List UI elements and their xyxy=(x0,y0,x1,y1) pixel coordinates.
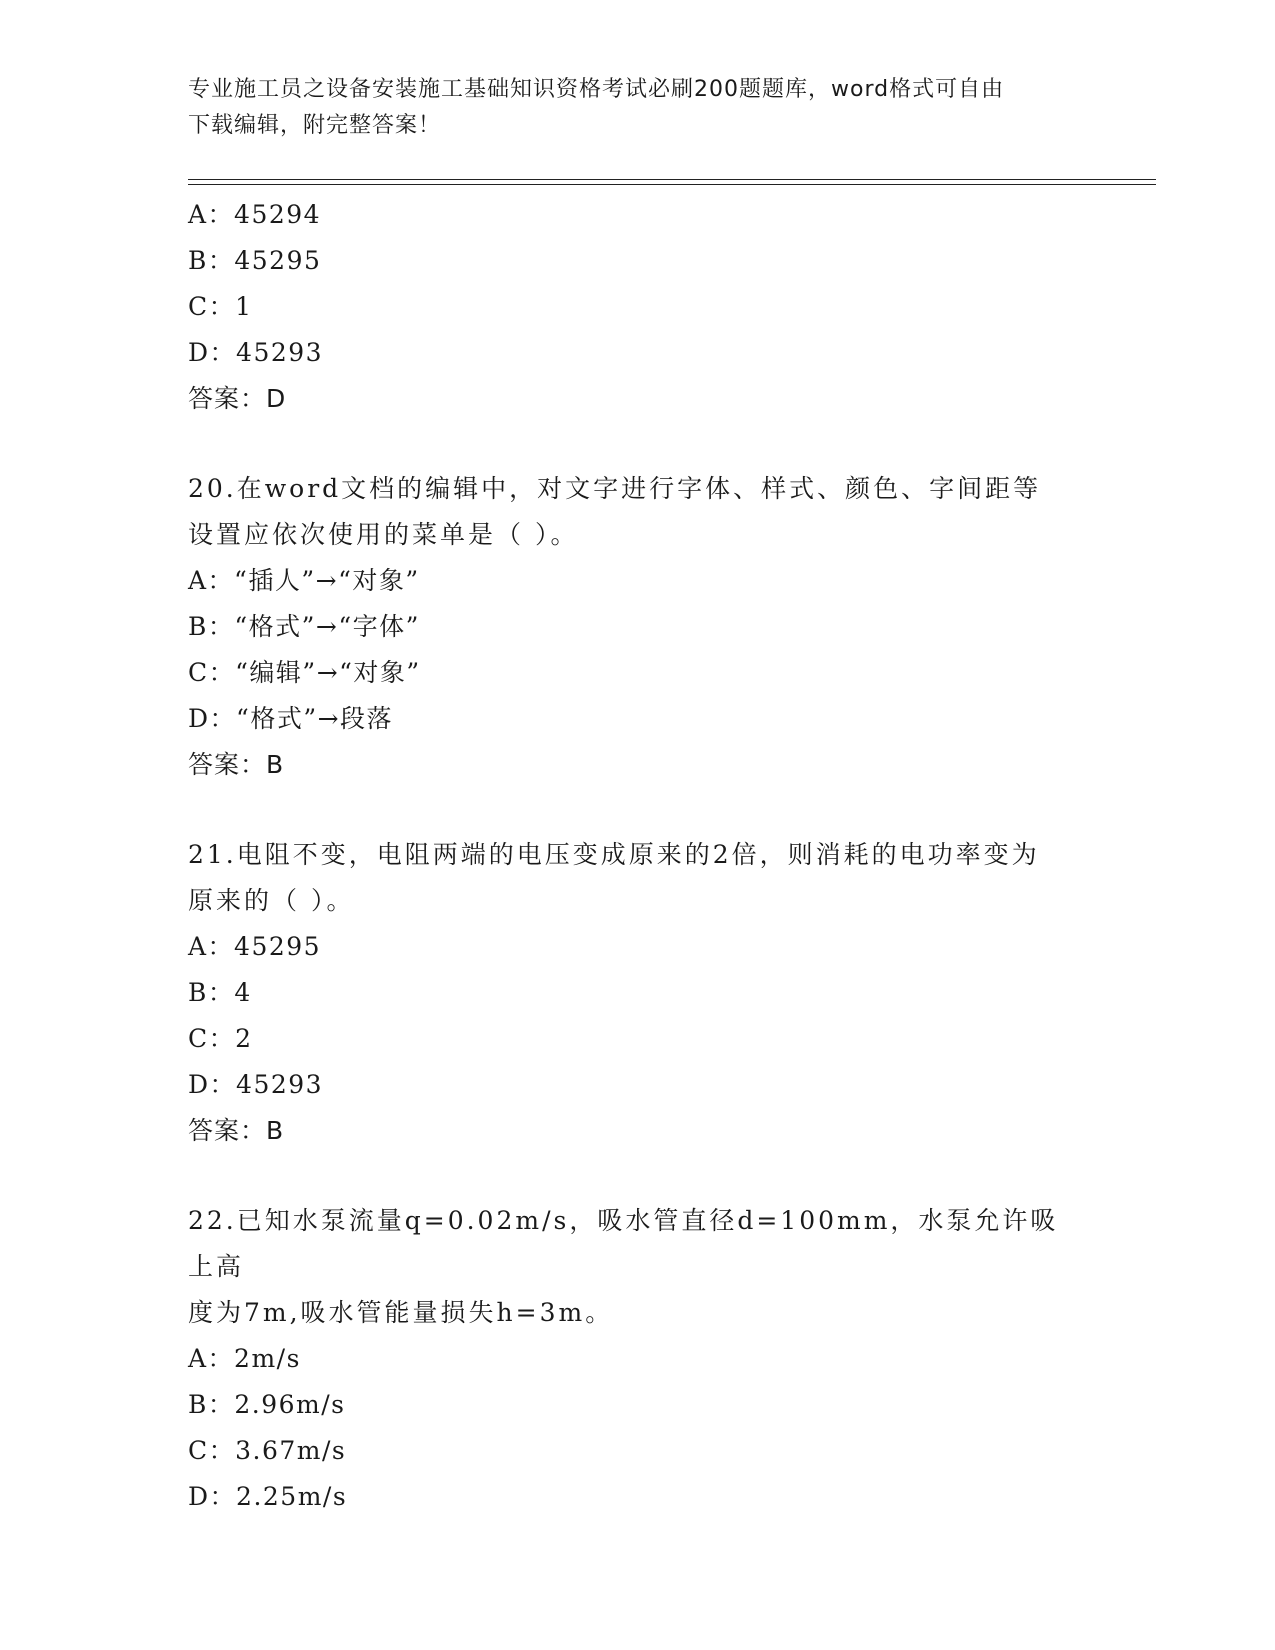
option-b: B：“格式”→“字体” xyxy=(188,612,420,641)
question-text-line-2: 原来的（ ）。 xyxy=(188,886,355,915)
question-block-19 xyxy=(188,192,1088,422)
option-b: B：2.96m/s xyxy=(188,1390,346,1419)
option-c: C：2 xyxy=(188,1024,253,1053)
option-a: A：2m/s xyxy=(188,1344,301,1373)
option-a: A：“插人”→“对象” xyxy=(188,566,420,595)
option-d: D：45293 xyxy=(188,1070,324,1099)
option-a: A：45295 xyxy=(188,932,322,961)
header-divider-top xyxy=(188,179,1156,180)
header-divider-bottom xyxy=(188,184,1156,185)
option-c: C：3.67m/s xyxy=(188,1436,347,1465)
option-b: B：45295 xyxy=(188,246,322,275)
question-block-20 xyxy=(188,466,1088,788)
spacer xyxy=(188,422,1088,466)
answer-line: 答案：B xyxy=(188,1116,285,1145)
spacer xyxy=(188,788,1088,832)
option-c: C：1 xyxy=(188,292,253,321)
question-text-line-2: 度为7m,吸水管能量损失h=3m。 xyxy=(188,1298,614,1327)
question-text-line-1: 20.在word文档的编辑中，对文字进行字体、样式、颜色、字间距等 xyxy=(188,474,1042,503)
document-header xyxy=(188,72,1088,144)
question-block-21 xyxy=(188,832,1088,1154)
option-d: D：2.25m/s xyxy=(188,1482,348,1511)
question-text-line-1: 22.已知水泵流量q=0.02m/s，吸水管直径d=100mm，水泵允许吸上高 xyxy=(188,1206,1059,1281)
question-text xyxy=(188,1198,1068,1336)
question-list xyxy=(188,192,1088,1520)
option-a: A：45294 xyxy=(188,200,322,229)
option-d: D：45293 xyxy=(188,338,324,367)
spacer xyxy=(188,1154,1088,1198)
header-title-line-2: 下载编辑，附完整答案！ xyxy=(188,113,442,138)
option-c: C：“编辑”→“对象” xyxy=(188,658,421,687)
question-text xyxy=(188,466,1068,558)
question-block-22 xyxy=(188,1198,1088,1520)
question-text-line-1: 21.电阻不变，电阻两端的电压变成原来的2倍，则消耗的电功率变为 xyxy=(188,840,1040,869)
question-text-line-2: 设置应依次使用的菜单是（ ）。 xyxy=(188,520,579,549)
header-title-line-1: 专业施工员之设备安装施工基础知识资格考试必刷200题题库，word格式可自由 xyxy=(188,77,1005,102)
answer-line: 答案：B xyxy=(188,750,285,779)
option-d: D：“格式”→段落 xyxy=(188,704,394,733)
answer-line: 答案：D xyxy=(188,384,287,413)
question-text xyxy=(188,832,1068,924)
option-b: B：4 xyxy=(188,978,252,1007)
